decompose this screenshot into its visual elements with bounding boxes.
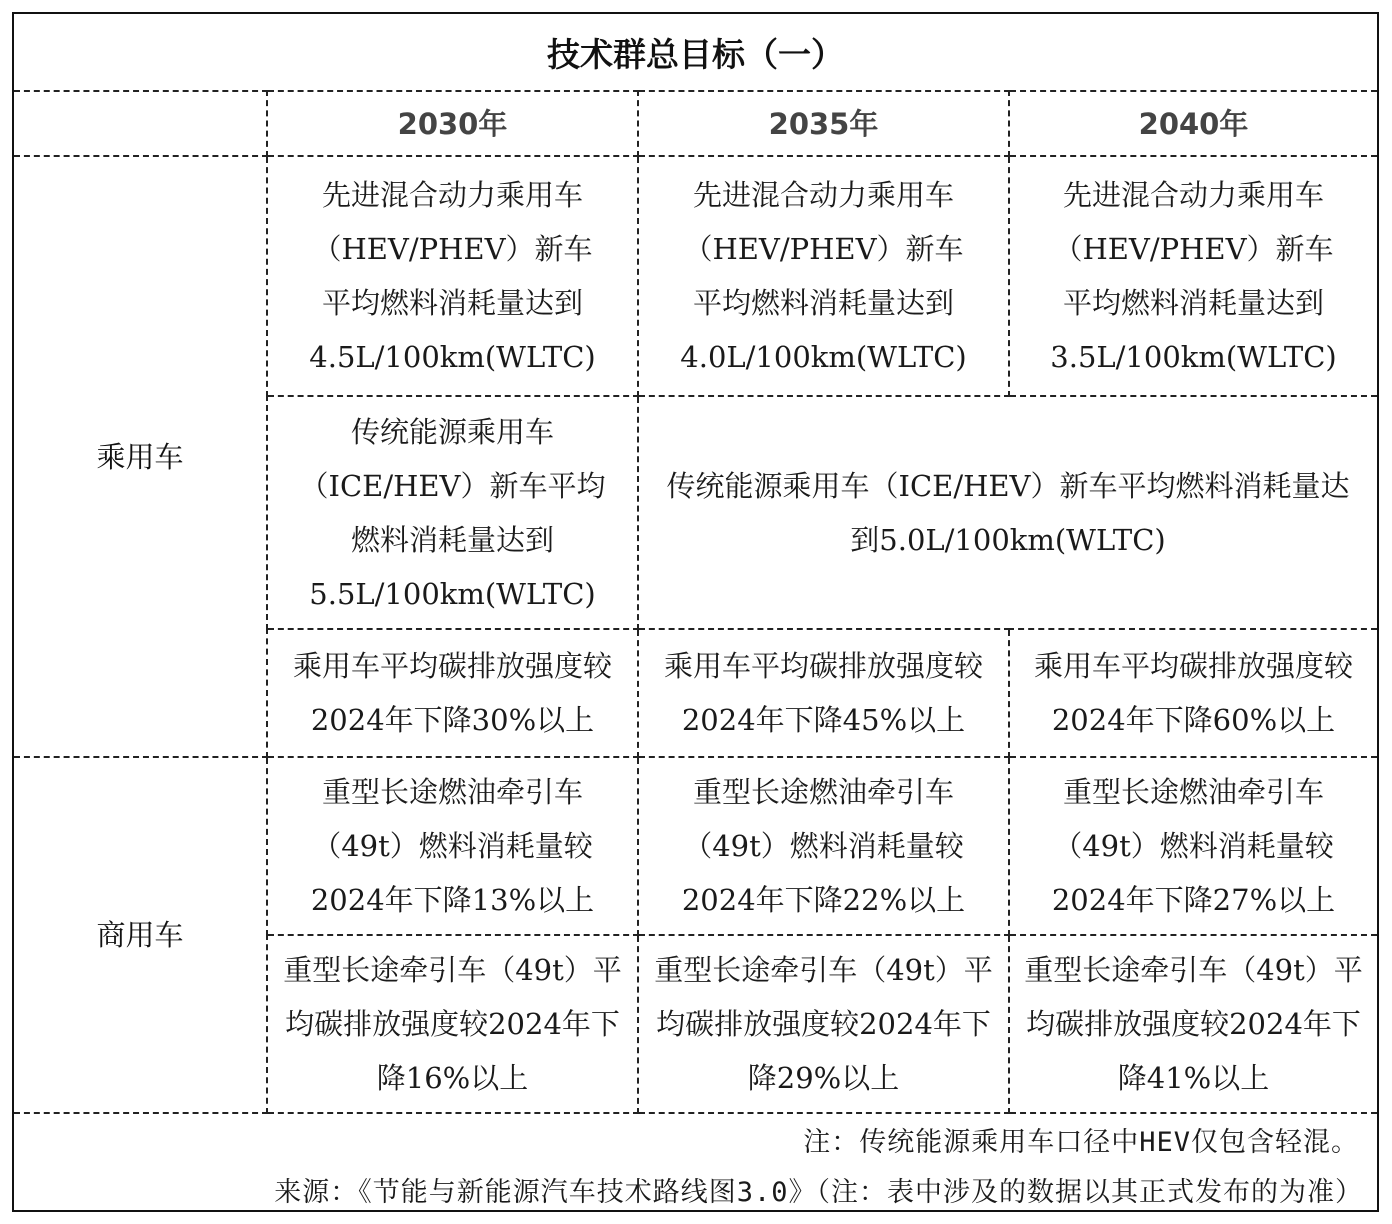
column-header-2030: 2030年 (267, 91, 638, 156)
cell-text: 传统能源乘用车（ICE/HEV）新车平均燃料消耗量达到5.5L/100km(WLTC) (299, 414, 606, 611)
passenger-traditional-2030 (267, 396, 638, 629)
passenger-hybrid-2035 (638, 156, 1009, 396)
corner-cell (14, 91, 267, 156)
row-header-commercial: 商用车 (14, 757, 267, 1113)
passenger-traditional-2035-2040 (638, 396, 1377, 629)
passenger-hybrid-2030 (267, 156, 638, 396)
table-title: 技术群总目标（一） (547, 34, 844, 74)
footnote: 注：传统能源乘用车口径中HEV仅包含轻混。 (803, 1127, 1359, 1158)
cell-text: 重型长途牵引车（49t）平均碳排放强度较2024年下降41%以上 (1024, 953, 1363, 1095)
cell-text: 乘用车平均碳排放强度较2024年下降30%以上 (292, 649, 612, 737)
cell-text: 重型长途牵引车（49t）平均碳排放强度较2024年下降16%以上 (283, 953, 622, 1095)
cell-text: 先进混合动力乘用车（HEV/PHEV）新车平均燃料消耗量达到4.5L/100km(WLTC) (309, 178, 596, 374)
passenger-carbon-2040 (1009, 629, 1377, 757)
source-line: 来源：《节能与新能源汽车技术路线图3.0》（注：表中涉及的数据以其正式发布的为准） (274, 1177, 1363, 1208)
cell-text: 乘用车平均碳排放强度较2024年下降60%以上 (1033, 649, 1353, 737)
column-header-2035: 2035年 (638, 91, 1009, 156)
cell-text: 乘用车平均碳排放强度较2024年下降45%以上 (663, 649, 983, 737)
passenger-carbon-2035 (638, 629, 1009, 757)
cell-text: 重型长途牵引车（49t）平均碳排放强度较2024年下降29%以上 (654, 953, 993, 1095)
cell-text: 重型长途燃油牵引车（49t）燃料消耗量较2024年下降27%以上 (1051, 775, 1336, 917)
commercial-carbon-2040 (1009, 935, 1377, 1113)
header-row (14, 91, 1377, 156)
table-row (14, 757, 1377, 935)
table-frame (12, 12, 1379, 1212)
commercial-carbon-2030 (267, 935, 638, 1113)
commercial-fuel-2030 (267, 757, 638, 935)
cell-text: 先进混合动力乘用车（HEV/PHEV）新车平均燃料消耗量达到4.0L/100km(WLTC) (680, 178, 967, 374)
row-header-passenger: 乘用车 (14, 156, 267, 757)
cell-text: 重型长途燃油牵引车（49t）燃料消耗量较2024年下降13%以上 (310, 775, 595, 917)
commercial-fuel-2040 (1009, 757, 1377, 935)
table-footer (14, 1112, 1377, 1212)
commercial-carbon-2035 (638, 935, 1009, 1113)
passenger-carbon-2030 (267, 629, 638, 757)
column-header-2040: 2040年 (1009, 91, 1377, 156)
targets-table (14, 90, 1377, 1114)
cell-text: 先进混合动力乘用车（HEV/PHEV）新车平均燃料消耗量达到3.5L/100km(WLTC) (1050, 178, 1337, 374)
cell-text: 传统能源乘用车（ICE/HEV）新车平均燃料消耗量达到5.0L/100km(WLTC) (666, 468, 1350, 557)
passenger-hybrid-2040 (1009, 156, 1377, 396)
table-row (14, 156, 1377, 396)
cell-text: 重型长途燃油牵引车（49t）燃料消耗量较2024年下降22%以上 (681, 775, 966, 917)
commercial-fuel-2035 (638, 757, 1009, 935)
